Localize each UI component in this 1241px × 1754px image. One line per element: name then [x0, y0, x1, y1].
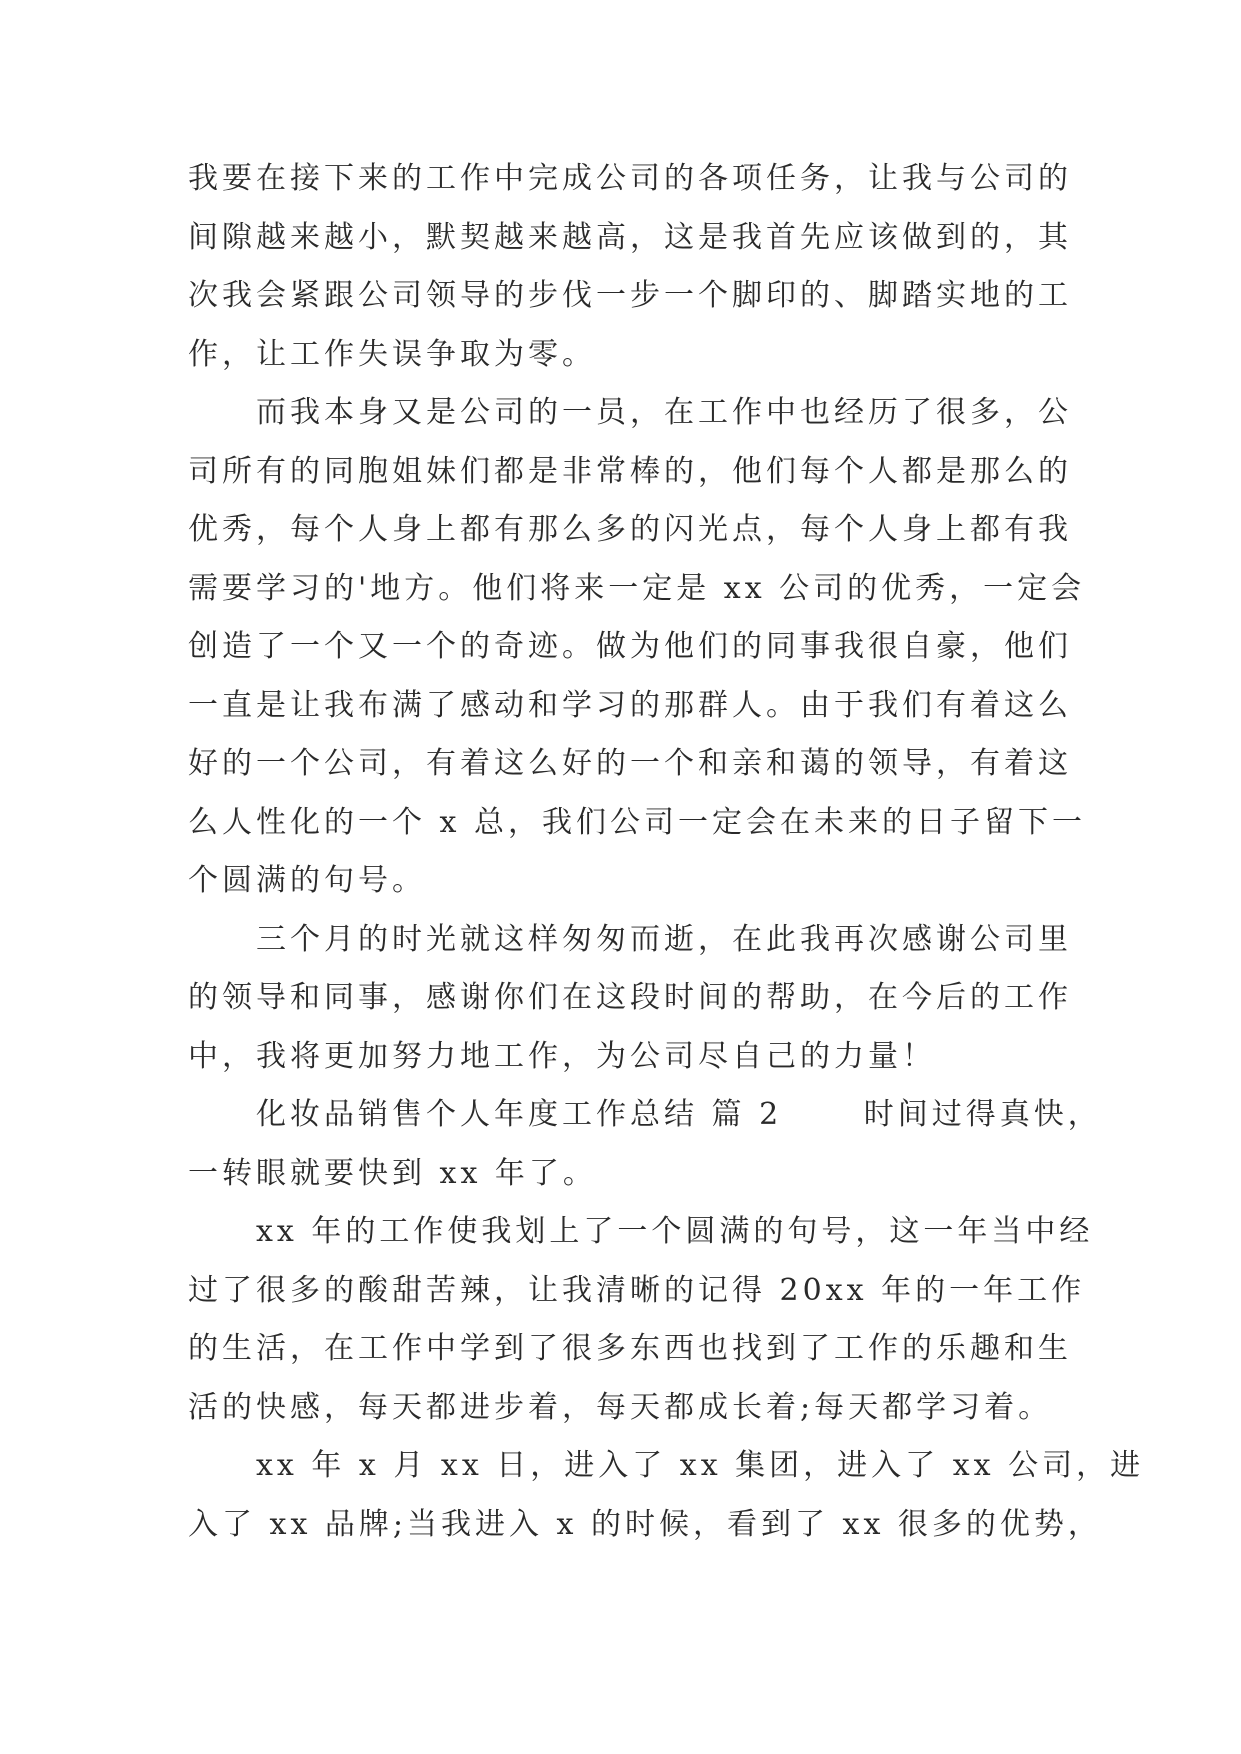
body-line: xx 年的工作使我划上了一个圆满的句号，这一年当中经	[188, 1214, 1094, 1249]
body-line: 入了 xx 品牌;当我进入 x 的时候，看到了 xx 很多的优势，	[188, 1506, 1102, 1542]
body-line: 优秀，每个人身上都有那么多的闪光点，每个人身上都有我	[188, 512, 1072, 547]
body-line: 间隙越来越小，默契越来越高，这是我首先应该做到的，其	[188, 219, 1072, 255]
section-heading-line: 化妆品销售个人年度工作总结 篇 2 时间过得真快，	[188, 1097, 1102, 1132]
document-body	[188, 150, 1145, 1554]
body-line: 的生活，在工作中学到了很多东西也找到了工作的乐趣和生	[188, 1331, 1072, 1366]
body-line: 的领导和同事，感谢你们在这段时间的帮助，在今后的工作	[188, 980, 1072, 1015]
body-line: 需要学习的'地方。他们将来一定是 xx 公司的优秀，一定会	[188, 570, 1086, 606]
body-line: 中，我将更加努力地工作，为公司尽自己的力量！	[188, 1038, 936, 1074]
body-line: xx 年 x 月 xx 日，进入了 xx 集团，进入了 xx 公司，进	[188, 1448, 1145, 1483]
body-line: 三个月的时光就这样匆匆而逝，在此我再次感谢公司里	[188, 921, 1072, 957]
body-line: 活的快感，每天都进步着，每天都成长着;每天都学习着。	[188, 1389, 1053, 1425]
body-line: 作，让工作失误争取为零。	[188, 336, 596, 372]
body-line: 次我会紧跟公司领导的步伐一步一个脚印的、脚踏实地的工	[188, 278, 1072, 313]
body-line: 司所有的同胞姐妹们都是非常棒的，他们每个人都是那么的	[188, 453, 1072, 489]
body-line: 一转眼就要快到 xx 年了。	[188, 1155, 597, 1191]
body-line: 而我本身又是公司的一员，在工作中也经历了很多，公	[188, 395, 1072, 430]
body-line: 个圆满的句号。	[188, 863, 426, 898]
body-line: 创造了一个又一个的奇迹。做为他们的同事我很自豪，他们	[188, 629, 1072, 664]
body-line: 么人性化的一个 x 总，我们公司一定会在未来的日子留下一	[188, 804, 1086, 840]
body-line: 我要在接下来的工作中完成公司的各项任务，让我与公司的	[188, 161, 1072, 196]
body-line: 一直是让我布满了感动和学习的那群人。由于我们有着这么	[188, 687, 1072, 723]
body-line: 过了很多的酸甜苦辣，让我清晰的记得 20xx 年的一年工作	[188, 1272, 1086, 1308]
body-line: 好的一个公司，有着这么好的一个和亲和蔼的领导，有着这	[188, 746, 1072, 781]
